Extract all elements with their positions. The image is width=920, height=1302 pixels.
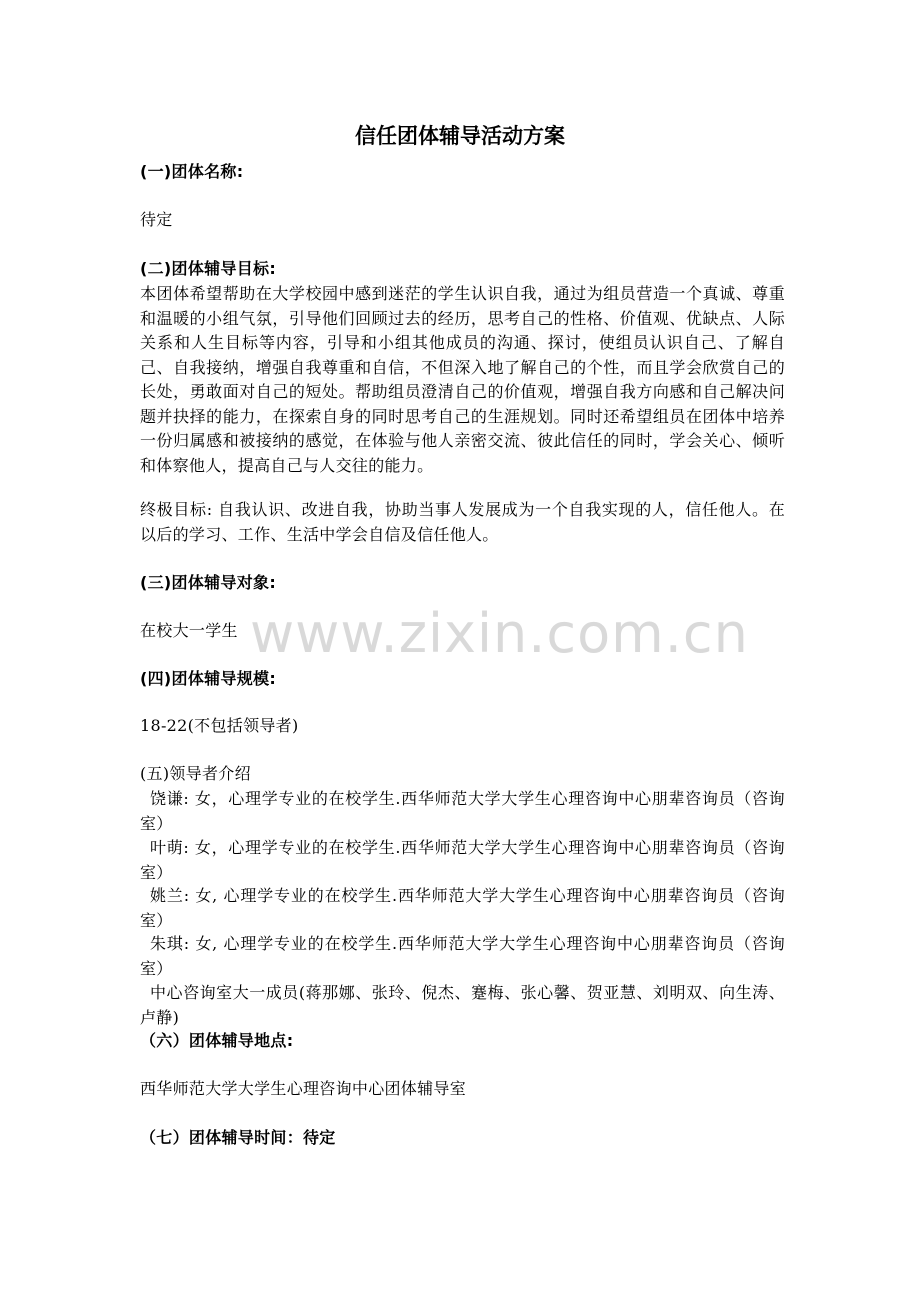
section-scale-body: 18-22(不包括领导者) — [140, 716, 299, 735]
leader-item: 中心咨询室大一成员(蒋那娜、张玲、倪杰、蹇梅、张心馨、贺亚慧、刘明双、向生涛、卢静) — [140, 983, 785, 1027]
watermark: www.zixin.com.cn — [250, 602, 749, 665]
section-heading: (三)团体辅导对象: — [140, 573, 277, 592]
section-target-body: 在校大一学生 — [140, 621, 238, 640]
section-name-heading — [140, 160, 785, 185]
section-scale-heading — [140, 667, 785, 692]
section-leaders-heading: (五)领导者介绍 — [140, 764, 251, 783]
document-title: 信任团体辅导活动方案 — [355, 124, 565, 148]
section-heading: (一)团体名称: — [140, 162, 244, 181]
section-name-body: 待定 — [140, 210, 173, 229]
leader-item: 叶萌: 女，心理学专业的在校学生.西华师范大学大学生心理咨询中心朋辈咨询员（咨询室） — [140, 838, 785, 882]
section-heading: (四)团体辅导规模: — [140, 669, 277, 688]
section-goal-ultimate: 终极目标: 自我认识、改进自我，协助当事人发展成为一个自我实现的人，信任他人。在以后的学习、工作、生活中学会自信及信任他人。 — [140, 500, 785, 544]
section-location-heading — [140, 1029, 785, 1054]
section-heading: (二)团体辅导目标: — [140, 259, 277, 278]
section-heading: （六）团体辅导地点: — [140, 1031, 294, 1050]
section-goal-body: 本团体希望帮助在大学校园中感到迷茫的学生认识自我，通过为组员营造一个真诚、尊重和温暖的小组气氛，引导他们回顾过去的经历，思考自己的性格、价值观、优缺点、人际关系和人生目标等内容，引导和小组其他成员的沟通、探讨，使组员认识自己、了解自己、自我接纳，增强自我尊重和自信，不但深入地了解自己的个性，而且学会欣赏自己的长处，勇敢面对自己的短处。帮助组员澄清自己的价值观，增强自我方向感和自己解决问题并抉择的能力，在探索自身的同时思考自己的生涯规划。同时还希望组员在团体中培养一份归属感和被接纳的感觉，在体验与他人亲密交流、彼此信任的同时，学会关心、倾听和体察他人，提高自己与人交往的能力。 — [140, 284, 785, 475]
leader-item: 朱琪: 女, 心理学专业的在校学生.西华师范大学大学生心理咨询中心朋辈咨询员（咨询室） — [140, 934, 785, 978]
leader-item: 饶谦: 女，心理学专业的在校学生.西华师范大学大学生心理咨询中心朋辈咨询员（咨询室） — [140, 789, 785, 833]
leader-item: 姚兰: 女, 心理学专业的在校学生.西华师范大学大学生心理咨询中心朋辈咨询员（咨询室） — [140, 886, 785, 930]
section-target-heading — [140, 571, 785, 596]
section-time-heading — [140, 1126, 785, 1151]
section-heading: （七）团体辅导时间：待定 — [140, 1128, 336, 1147]
section-location-body: 西华师范大学大学生心理咨询中心团体辅导室 — [140, 1079, 467, 1098]
section-goal-heading — [140, 257, 785, 282]
